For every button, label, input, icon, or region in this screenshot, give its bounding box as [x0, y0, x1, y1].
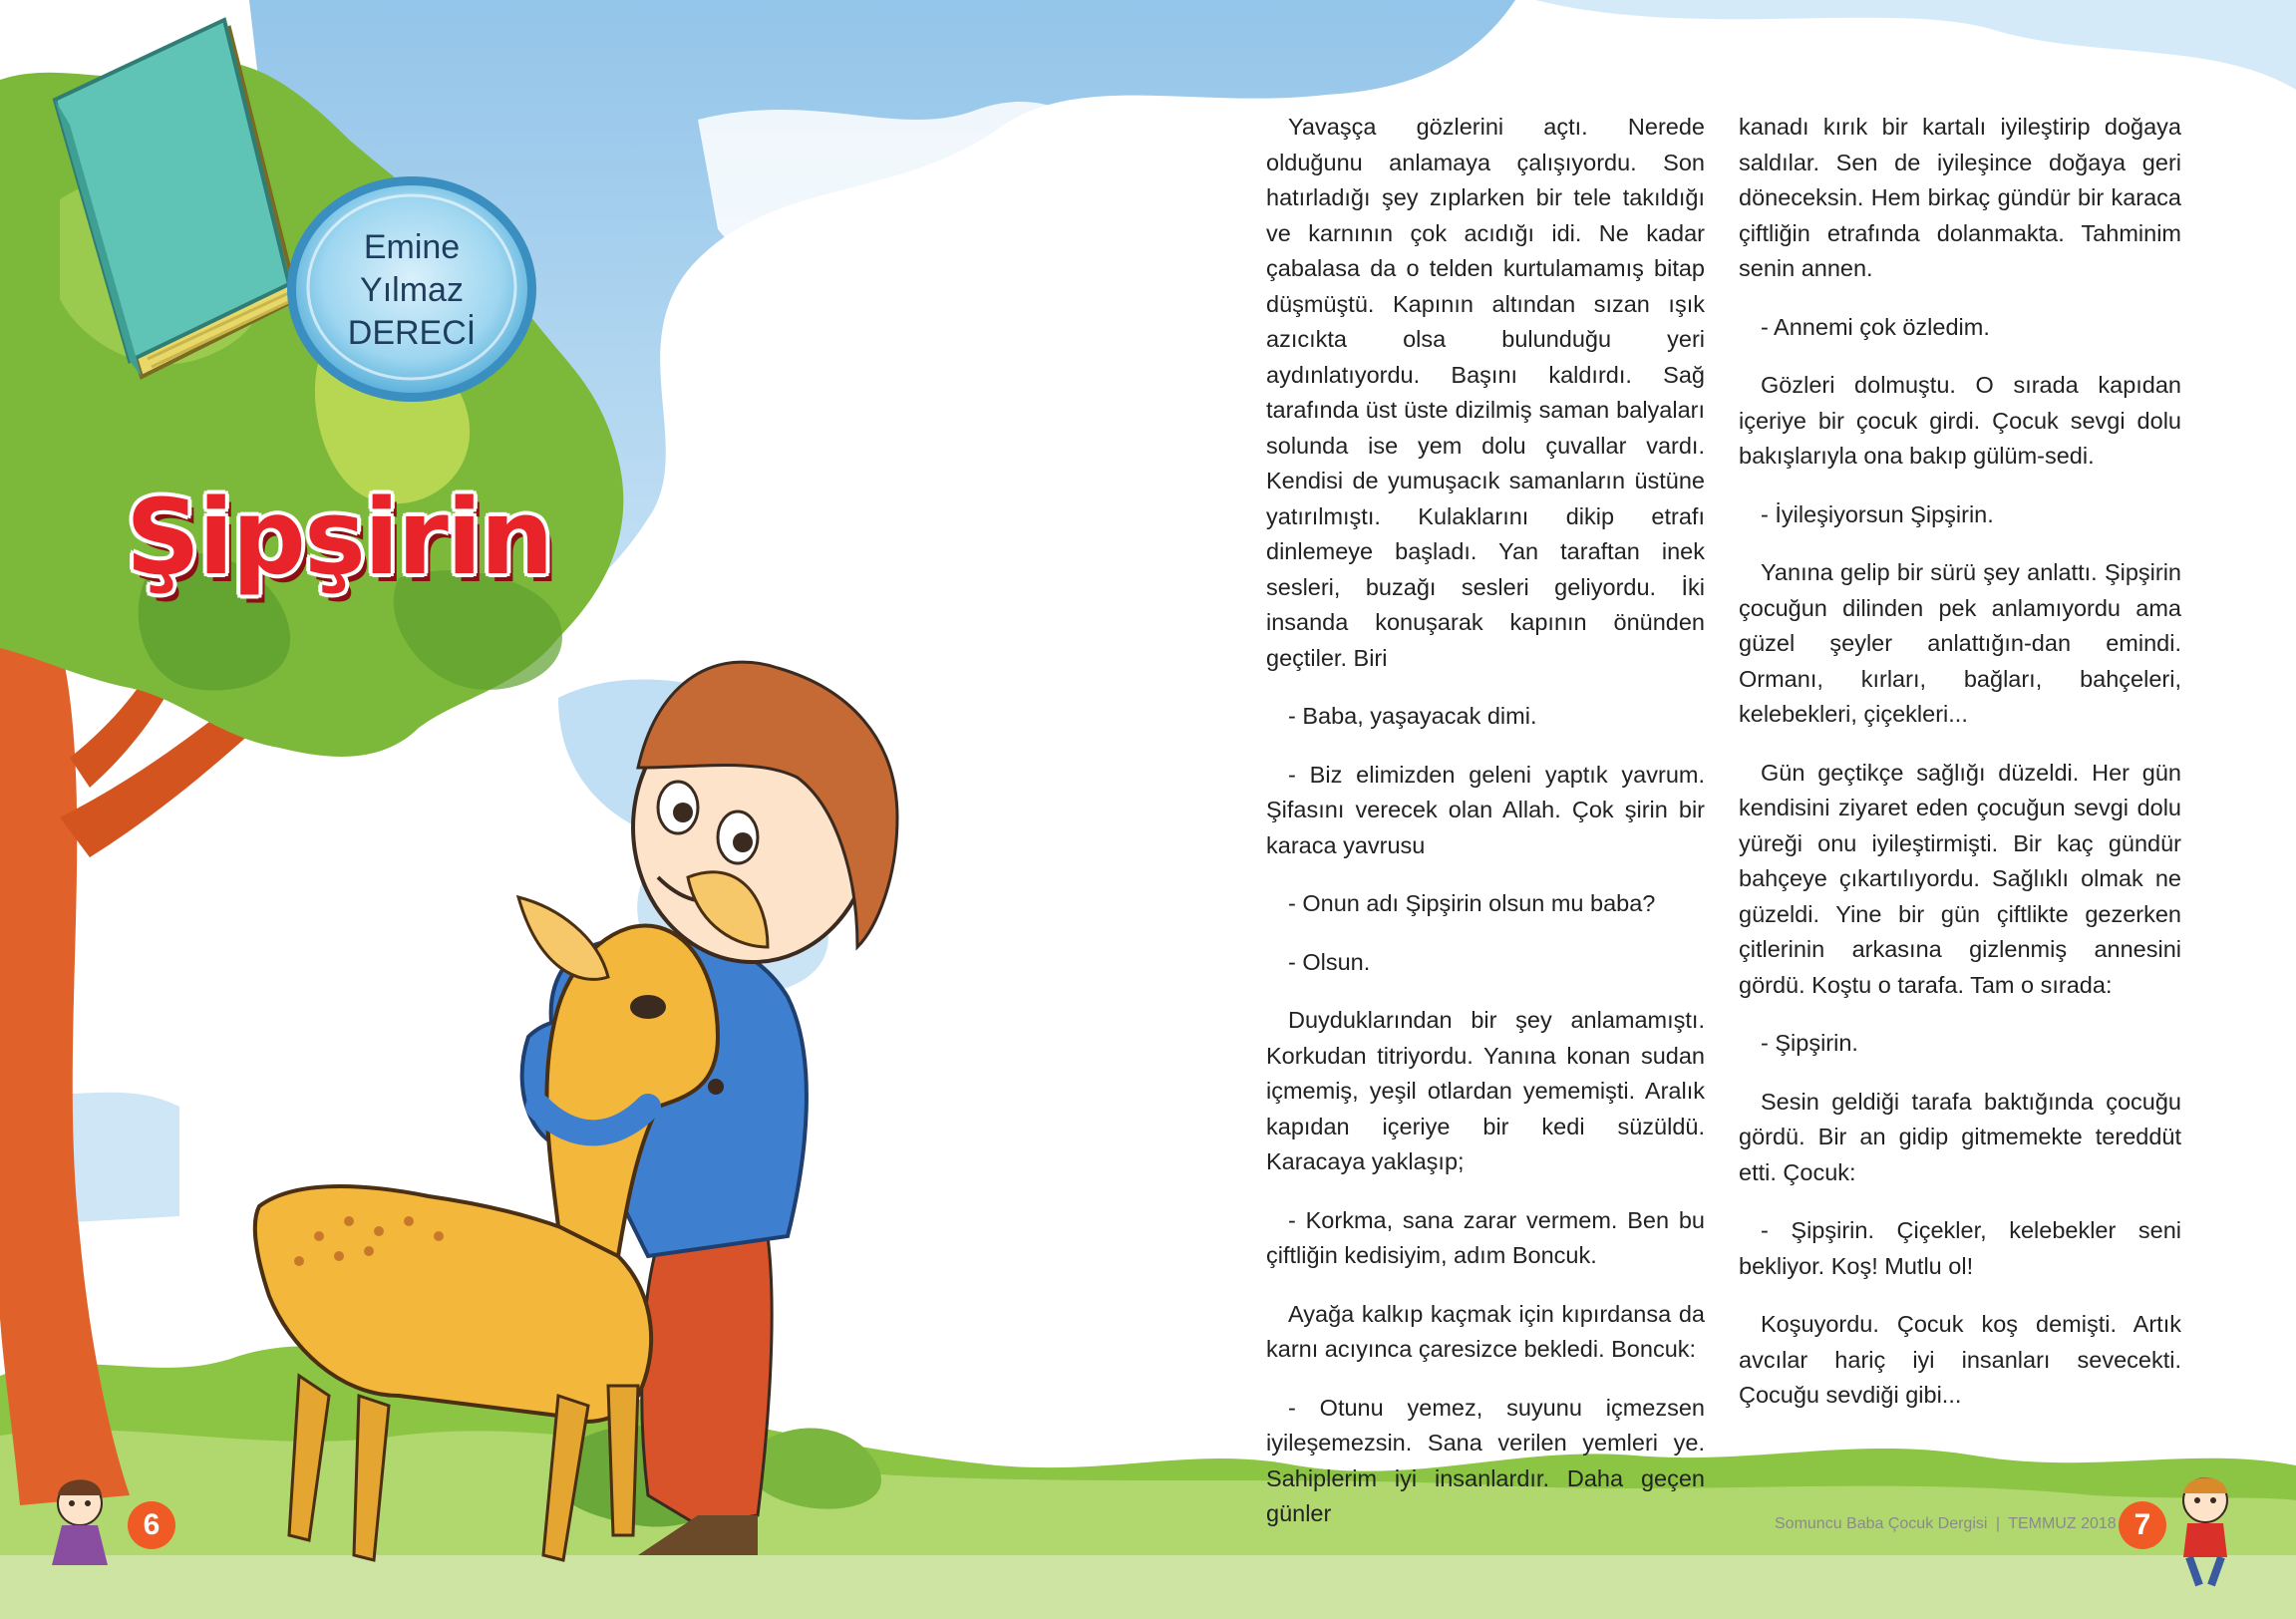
- paragraph: Yanına gelip bir sürü şey anlattı. Şipşirin çocuğun dilinden pek anlamıyordu ama güzel şeyler anlattığın-dan emindi. Ormanı, kırları, bağları, bahçeleri, kelebekleri, çiçekleri...: [1739, 559, 2181, 727]
- dialogue-line: - Olsun.: [1288, 948, 1371, 975]
- page-number-left: 6: [128, 1501, 175, 1549]
- dialogue-line: - Otunu yemez, suyunu içmezsen iyileşemezsin. Sana verilen yemleri ye. Sahiplerim iyi insanlardır. Daha geçen günler: [1266, 1394, 1705, 1526]
- paragraph: Yavaşça gözlerini açtı. Nerede olduğunu anlamaya çalışıyordu. Son hatırladığı şey zıplarken bir tele takıldığı ve karnının çok acıdığı idi. Ne kadar çabalasa da o telden kurtulamamış bitap düşmüştü. Kapının altından sızan ışık azıcıkta olsa bulunduğu yeri aydınlatıyordu. Başını kaldırdı. Sağ tarafında üst üste dizilmiş saman balyaları solunda ise yem dolu çuvallar vardı. Kendisi de yumuşacık samanların üstüne yatırılmıştı. Kulaklarını dikip etrafı dinlemeye başladı. Yan taraftan inek sesleri, buzağı sesleri geliyordu. İki insanda konuşarak kapının önünden geçtiler. Biri: [1266, 114, 1705, 671]
- dialogue-line: - Baba, yaşayacak dimi.: [1288, 703, 1537, 729]
- dialogue-line: - Biz elimizden geleni yaptık yavrum. Şifasını verecek olan Allah. Çok şirin bir karaca yavrusu: [1266, 761, 1705, 858]
- author-last-name: DERECİ: [347, 313, 477, 352]
- paragraph: Duyduklarından bir şey anlamamıştı. Korkudan titriyordu. Yanına konan sudan içmemiş, yeşil otlardan yememişti. Aralık kapıdan içeriye bir kedi süzüldü. Karacaya yaklaşıp;: [1266, 1007, 1705, 1174]
- paragraph: Gün geçtikçe sağlığı düzeldi. Her gün kendisini ziyaret eden çocuğun sevgi dolu yüreği onu iyileştirmişti. Bir kaç gündür bahçeye çıkartılıyordu. Sağlıklı olmak ne güzeldi. Yine bir gün çiftlikte gezerken çitlerinin arkasına gizlenmiş annesini gördü. Koştu o tarafa. Tam o sırada:: [1739, 759, 2181, 998]
- dialogue-line: - Şipşirin. Çiçekler, kelebekler seni bekliyor. Koş! Mutlu ol!: [1739, 1217, 2181, 1279]
- dialogue-line: - Korkma, sana zarar vermem. Ben bu çiftliğin kedisiyim, adım Boncuk.: [1266, 1206, 1705, 1268]
- story-title: Şipşirin: [126, 477, 552, 598]
- magazine-name: Somuncu Baba Çocuk Dergisi: [1775, 1515, 1988, 1532]
- text-column-left: [1266, 110, 1705, 1555]
- dialogue-line: - İyileşiyorsun Şipşirin.: [1761, 500, 1994, 527]
- footer-separator: |: [1995, 1515, 2001, 1532]
- text-column-right: [1739, 110, 2181, 1437]
- author-middle-name: Yılmaz: [360, 270, 464, 309]
- paragraph: Ayağa kalkıp kaçmak için kıpırdansa da karnı acıyınca çaresizce bekledi. Boncuk:: [1266, 1300, 1705, 1362]
- dialogue-line: - Şipşirin.: [1761, 1030, 1858, 1056]
- footer-credit: [1775, 1515, 2117, 1533]
- paragraph: Gözleri dolmuştu. O sırada kapıdan içeriye bir çocuk girdi. Çocuk sevgi dolu bakışlarıyla ona bakıp gülüm-sedi.: [1739, 372, 2181, 469]
- paragraph: Sesin geldiği tarafa baktığında çocuğu gördü. Bir an gidip gitmemekte tereddüt etti. Çocuk:: [1739, 1088, 2181, 1185]
- author-first-name: Emine: [363, 227, 461, 266]
- paragraph: Koşuyordu. Çocuk koş demişti. Artık avcılar hariç iyi insanları sevecekti. Çocuğu sevdiği gibi...: [1739, 1311, 2181, 1408]
- dialogue-line: - Annemi çok özledim.: [1761, 313, 1990, 340]
- paragraph: kanadı kırık bir kartalı iyileştirip doğaya saldılar. Sen de iyileşince doğaya geri döneceksin. Hem birkaç gündür bir karaca çiftliğin etrafında dolanmakta. Tahminim senin annen.: [1739, 114, 2181, 281]
- dialogue-line: - Onun adı Şipşirin olsun mu baba?: [1288, 890, 1656, 916]
- author-name: [291, 195, 532, 385]
- page-number-right: 7: [2119, 1501, 2166, 1549]
- issue-date: TEMMUZ 2018: [2008, 1515, 2117, 1532]
